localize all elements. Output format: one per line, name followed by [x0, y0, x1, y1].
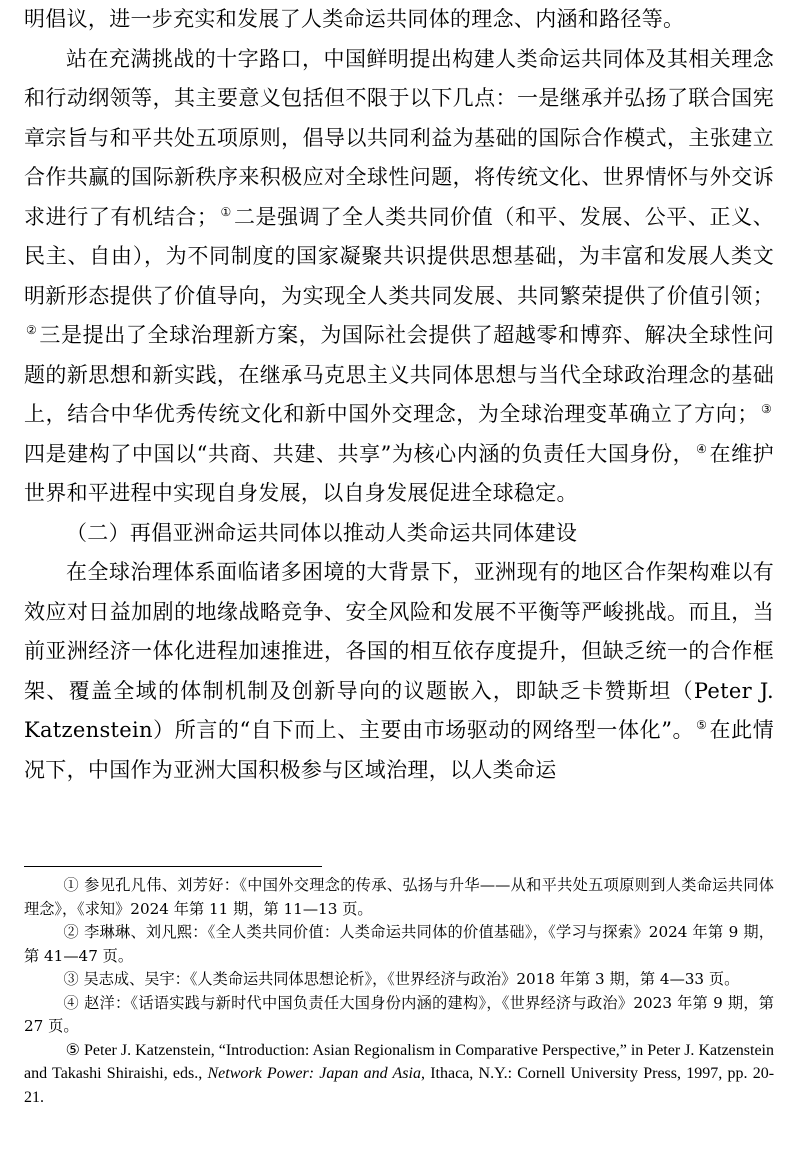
paragraph-significance [24, 40, 774, 514]
footnote-ref-4[interactable]: ④ [696, 441, 708, 456]
paragraph-text: 三是提出了全球治理新方案，为国际社会提供了超越零和博弈、解决全球性问题的新思想和新实践，在继承马克思主义共同体思想与当代全球政治理念的基础上，结合中华优秀传统文化和新中国外交理念，为全球治理变革确立了方向； [24, 323, 774, 426]
footnote-ref-1[interactable]: ① [220, 204, 232, 219]
footnote-5 [24, 1039, 774, 1110]
footnote-ref-5[interactable]: ⑤ [696, 718, 708, 732]
footnote-ref-3[interactable]: ③ [760, 402, 772, 416]
footnote-1: ① 参见孔凡伟、刘芳好：《中国外交理念的传承、弘扬与升华——从和平共处五项原则到人类命运共同体理念》，《求知》2024 年第 11 期，第 11—13 页。 [24, 876, 774, 918]
paragraph-text: 在全球治理体系面临诸多困境的大背景下，亚洲现有的地区合作架构难以有效应对日益加剧的地缘战略竞争、安全风险和发展不平衡等严峻挑战。而且，当前亚洲经济一体化进程加速推进，各国的相互依存度提升，但缺乏统一的合作框架、覆盖全域的体制机制及创新导向的议题嵌入，即缺乏卡赞斯坦（Peter J. Katzenstein）所言的“自下而上、主要由市场驱动的网络型一体化”。 [24, 560, 774, 742]
footnote-3: ③ 吴志成、吴宇：《人类命运共同体思想论析》，《世界经济与政治》2018 年第 3 期，第 4—33 页。 [63, 970, 740, 988]
paragraph-continued [24, 0, 774, 40]
paragraph-text: 二是强调了全人类共同价值（和平、发展、公平、正义、民主、自由），为不同制度的国家凝聚共识提供思想基础，为丰富和发展人类文明新形态提供了价值导向，为实现全人类共同发展、共同繁荣提供了价值引领； [24, 204, 775, 308]
footnotes [24, 874, 774, 1109]
main-text [24, 0, 774, 790]
paragraph-text: 四是建构了中国以“共商、共建、共享”为核心内涵的负责任大国身份， [24, 441, 695, 466]
footnote-5-publisher: , Ithaca, N.Y.: Cornell University Press, 1997, pp. 20-21. [24, 1065, 775, 1106]
footnote-5-text: ⑤ Peter J. Katzenstein, “Introduction: Asian Regionalism in Comparative Perspective,” in Peter J. Katzenstein and Takashi Shiraishi, eds., [24, 1041, 774, 1082]
footnote-4: ④ 赵洋：《话语实践与新时代中国负责任大国身份内涵的建构》，《世界经济与政治》2023 年第 9 期，第 27 页。 [24, 993, 774, 1035]
paragraph-text: 站在充满挑战的十字路口，中国鲜明提出构建人类命运共同体及其相关理念和行动纲领等，其主要意义包括但不限于以下几点：一是继承并弘扬了联合国宪章宗旨与和平共处五项原则，倡导以共同利益为基础的国际合作模式，主张建立合作共赢的国际新秩序来积极应对全球性问题，将传统文化、世界情怀与外交诉求进行了有机结合； [24, 46, 774, 229]
paragraph-text: 在此情况下，中国作为亚洲大国积极参与区域治理，以人类命运 [24, 718, 774, 782]
paragraph-asia [24, 553, 774, 790]
body-text [24, 0, 774, 790]
footnote-ref-2[interactable]: ② [26, 323, 38, 337]
paragraph-text: 明倡议，进一步充实和发展了人类命运共同体的理念、内涵和路径等。 [24, 7, 685, 31]
section-heading-text: （二）再倡亚洲命运共同体以推动人类命运共同体建设 [66, 520, 578, 545]
paragraph-text: 在维护世界和平进程中实现自身发展，以自身发展促进全球稳定。 [24, 441, 774, 505]
footnote-divider [24, 866, 322, 867]
footnote-5-book-title: Network Power: Japan and Asia [207, 1065, 421, 1082]
footnote-2: ② 李琳琳、刘凡熙：《全人类共同价值：人类命运共同体的价值基础》，《学习与探索》2024 年第 9 期，第 41—47 页。 [24, 923, 774, 965]
section-heading [24, 514, 774, 554]
